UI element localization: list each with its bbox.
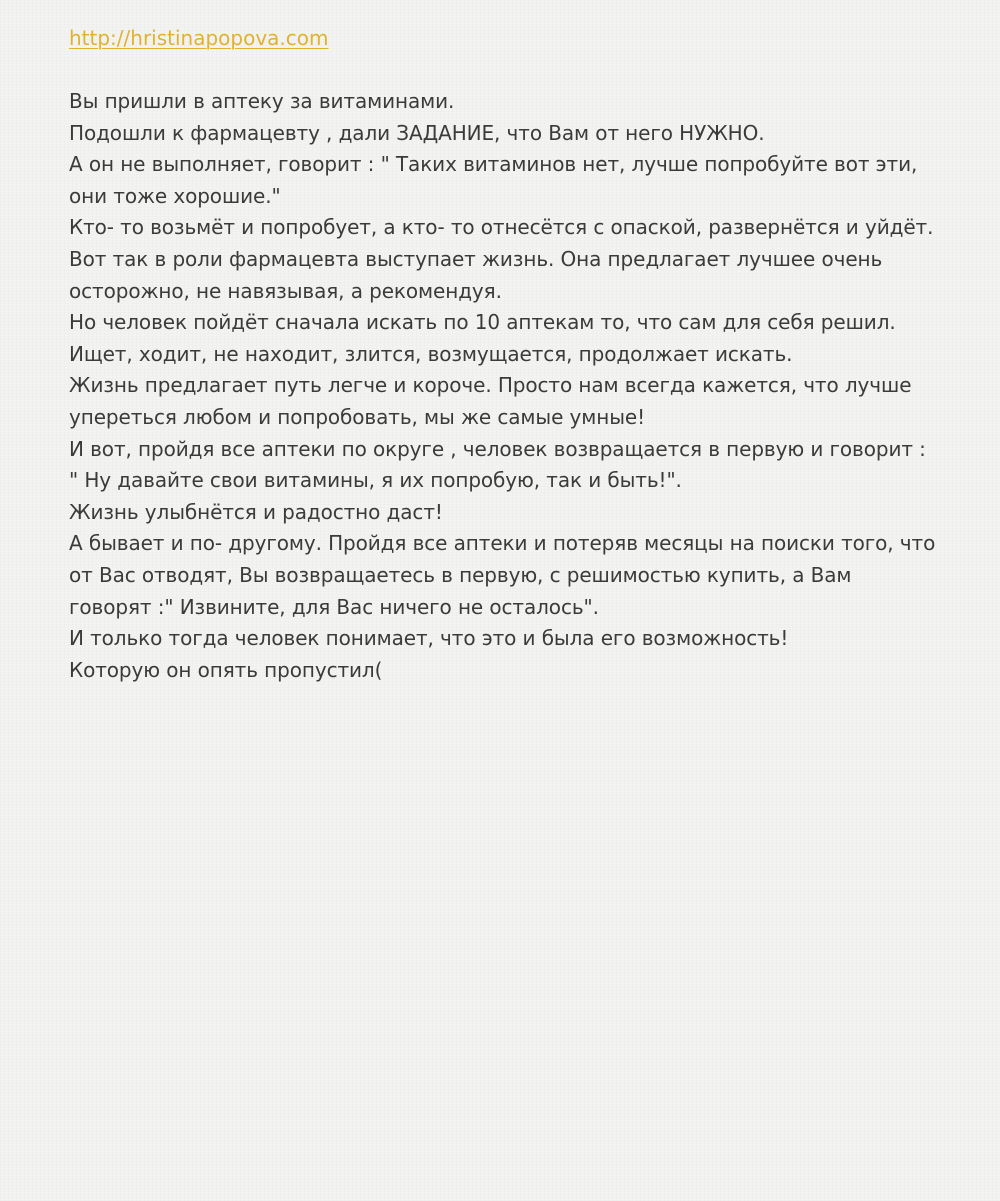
note-line: Но человек пойдёт сначала искать по 10 аптекам то, что сам для себя решил.: [69, 310, 896, 335]
website-link[interactable]: http://hristinapopova.com: [69, 26, 329, 50]
note-line: Вы пришли в аптеку за витаминами.: [69, 89, 455, 113]
note-line: Ищет, ходит, не находит, злится, возмущается, продолжает искать.: [69, 341, 793, 366]
note-line: осторожно, не навязывая, а рекомендуя.: [69, 278, 502, 303]
note-line: говорят :" Извините, для Вас ничего не осталось".: [69, 594, 599, 619]
note-body: [69, 86, 949, 686]
note-line: Которую он опять пропустил(: [69, 657, 383, 682]
note-line: от Вас отводят, Вы возвращаетесь в первую, с решимостью купить, а Вам: [69, 562, 852, 587]
note-line: упереться любом и попробовать, мы же самые умные!: [69, 404, 646, 429]
note-line: И вот, пройдя все аптеки по округе , человек возвращается в первую и говорит :: [69, 436, 926, 461]
note-line: они тоже хорошие.": [69, 183, 281, 208]
partial-top-glyph-icon: [712, 0, 752, 2]
note-line: Жизнь предлагает путь легче и короче. Просто нам всегда кажется, что лучше: [69, 373, 912, 398]
note-line: А он не выполняет, говорит : " Таких витаминов нет, лучше попробуйте вот эти,: [69, 152, 918, 177]
note-line: И только тогда человек понимает, что это и была его возможность!: [69, 626, 789, 651]
note-line: Вот так в роли фармацевта выступает жизнь. Она предлагает лучшее очень: [69, 246, 883, 271]
note-line: " Ну давайте свои витамины, я их попробую, так и быть!".: [69, 468, 682, 493]
note-line: А бывает и по- другому. Пройдя все аптеки и потеряв месяцы на поиски того, что: [69, 531, 936, 556]
note-line: Кто- то возьмёт и попробует, а кто- то отнесётся с опаской, развернётся и уйдёт.: [69, 215, 934, 240]
note-line: Подошли к фармацевту , дали ЗАДАНИЕ, что Вам от него НУЖНО.: [69, 120, 765, 145]
note-line: Жизнь улыбнётся и радостно даст!: [69, 499, 443, 524]
